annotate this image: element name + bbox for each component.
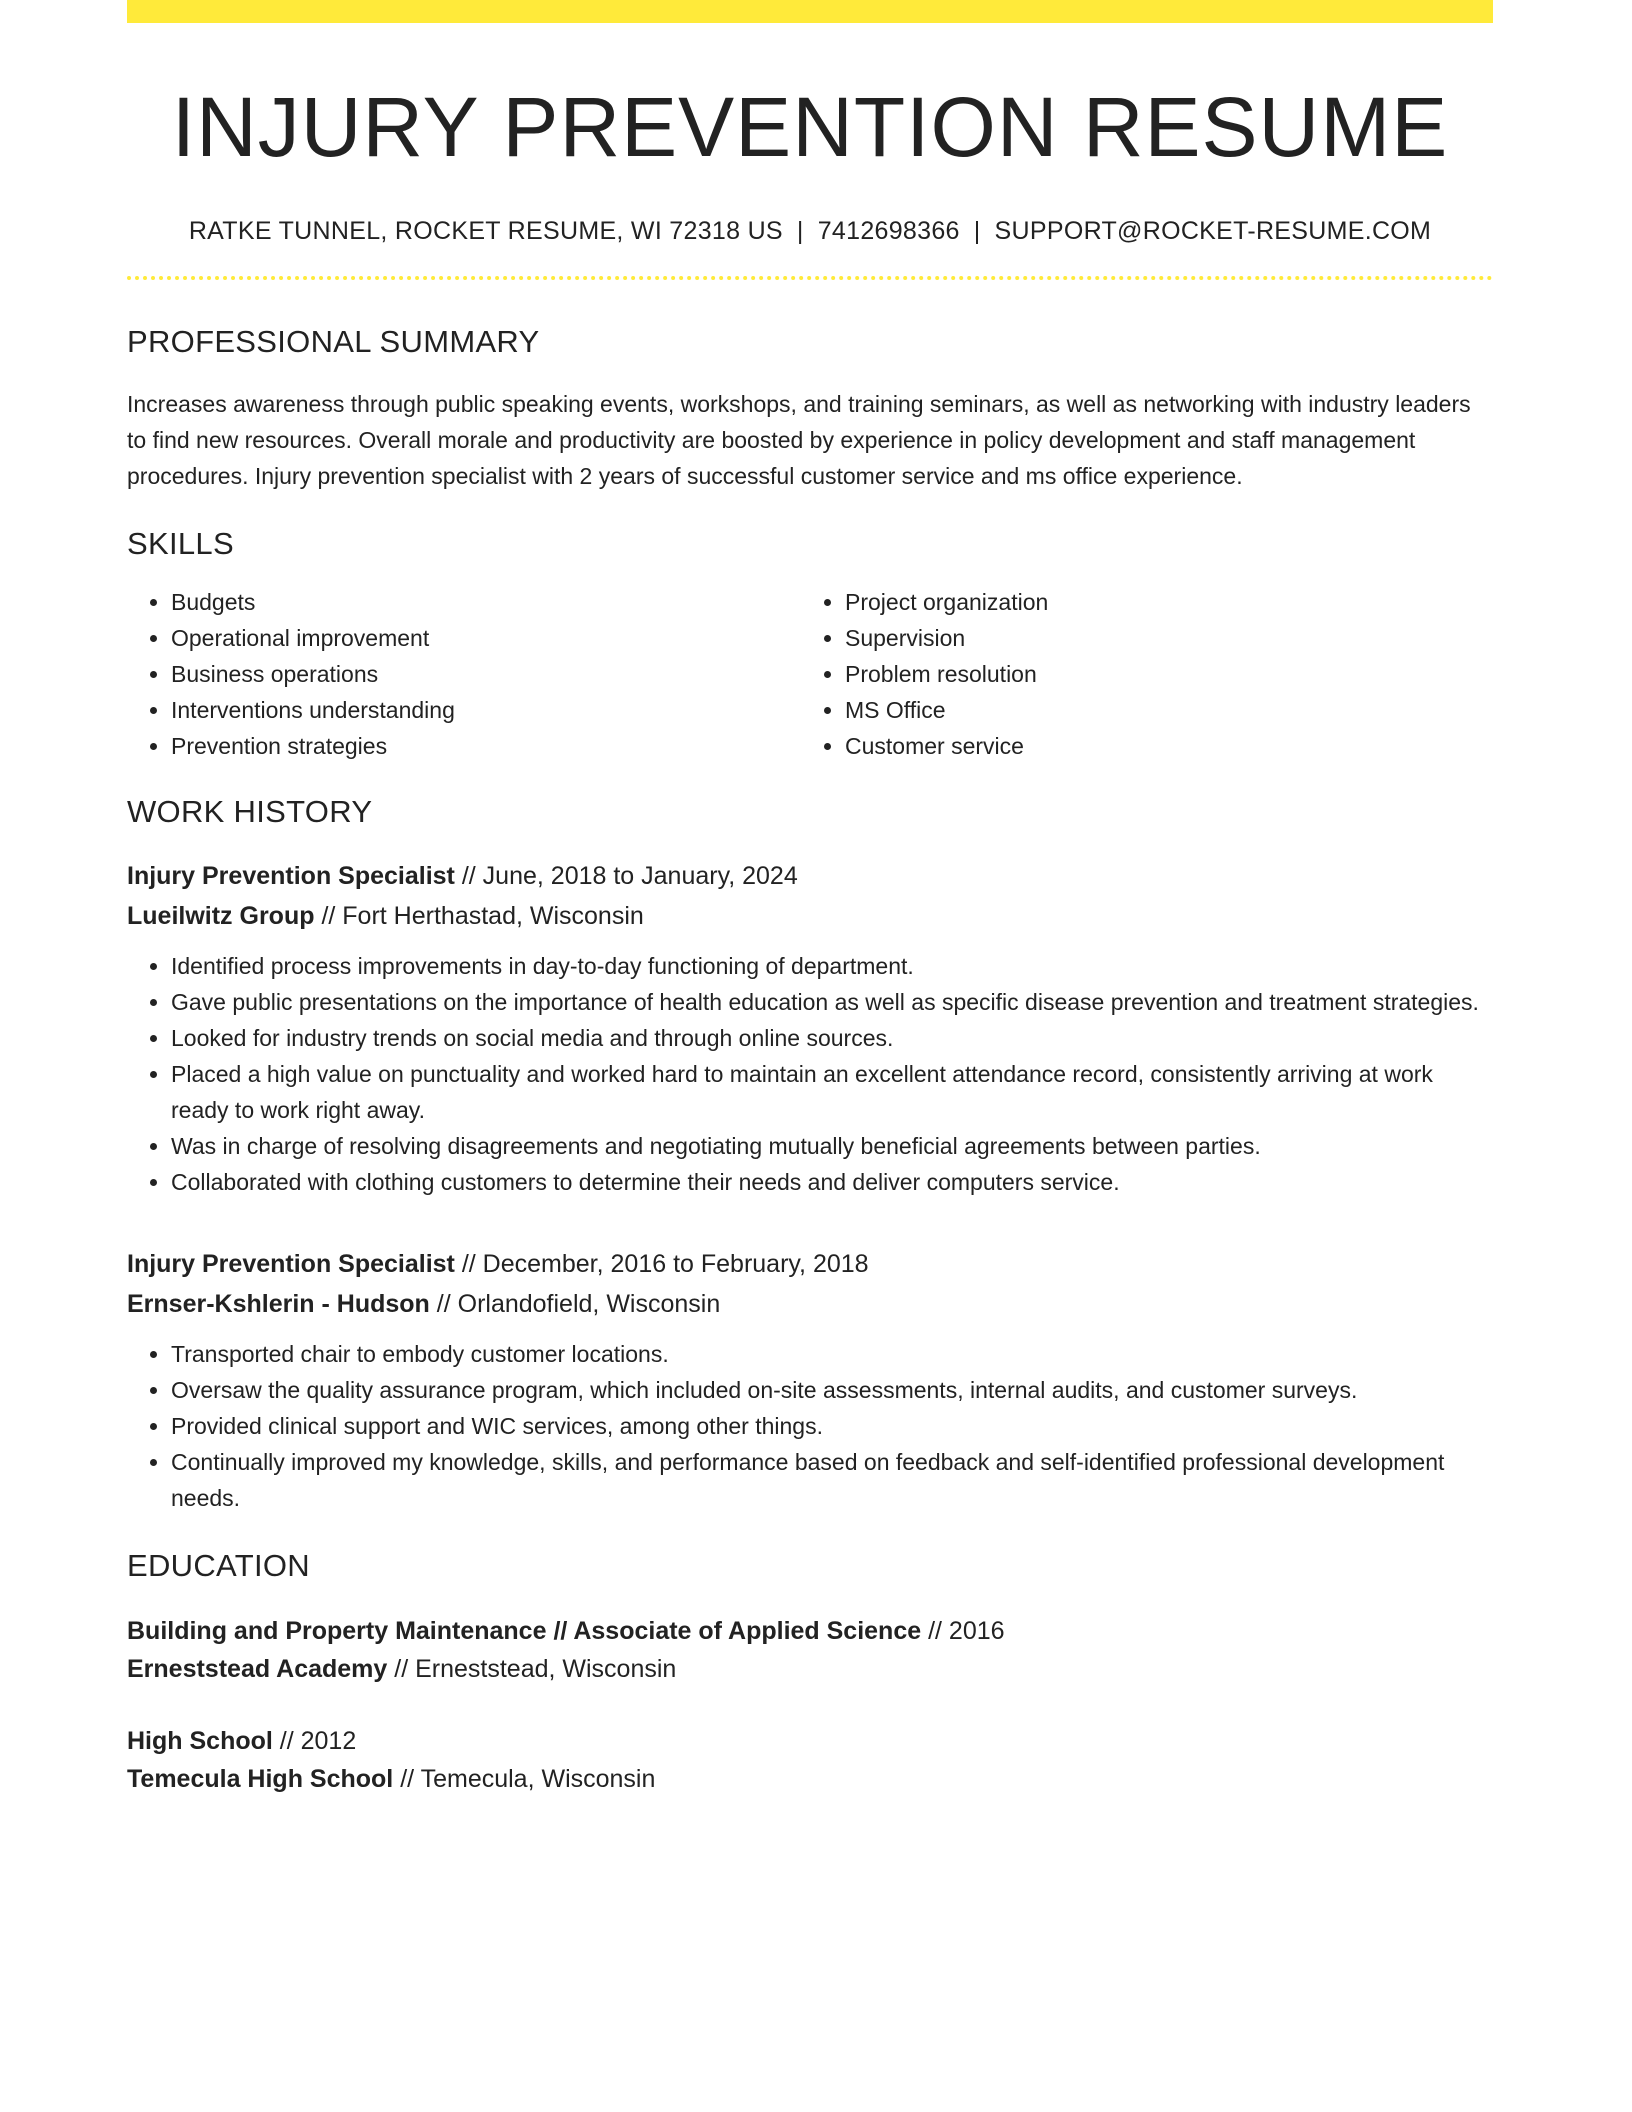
skill-item: • Budgets: [171, 584, 801, 620]
job-title-line: [127, 856, 1493, 896]
job-bullet: • Gave public presentations on the importance of health education as well as specific disease prevention and treatment strategies.: [171, 984, 1493, 1020]
contact-address: RATKE TUNNEL, ROCKET RESUME, WI 72318 US: [188, 217, 783, 246]
skill-item: • Customer service: [845, 728, 1475, 764]
skill-item: • Interventions understanding: [171, 692, 801, 728]
job-bullet: • Oversaw the quality assurance program, which included on-site assessments, internal audits, and customer surveys.: [171, 1372, 1493, 1408]
job-title-line: [127, 1244, 1493, 1284]
education-location: // Erneststead, Wisconsin: [394, 1655, 677, 1684]
contact-email: SUPPORT@ROCKET-RESUME.COM: [994, 217, 1432, 246]
job-bullet: • Continually improved my knowledge, skills, and performance based on feedback and self-identified professional development needs.: [171, 1444, 1493, 1516]
skills-grid: [127, 584, 1493, 764]
job-bullet: • Transported chair to embody customer locations.: [171, 1336, 1493, 1372]
job-entry: [127, 856, 1493, 1200]
job-location: // Orlandofield, Wisconsin: [436, 1290, 721, 1319]
summary-text: Increases awareness through public speaking events, workshops, and training seminars, as well as networking with industry leaders to find new resources. Overall morale and productivity are boosted by experience in policy development and staff management procedures. Injury prevention specialist with 2 years of successful customer service and ms office experience.: [127, 391, 1471, 490]
education-school-line: [127, 1650, 1493, 1688]
education-entry: [127, 1612, 1493, 1688]
job-company: Ernser-Kshlerin - Hudson: [127, 1290, 430, 1319]
education-heading: EDUCATION: [127, 1548, 310, 1584]
resume-title: INJURY PREVENTION RESUME: [171, 80, 1449, 174]
job-bullet-list: [127, 1336, 1493, 1516]
skills-column-right: [801, 584, 1475, 764]
skill-item: • Operational improvement: [171, 620, 801, 656]
job-bullet: • Provided clinical support and WIC services, among other things.: [171, 1408, 1493, 1444]
header-divider: [127, 276, 1493, 280]
education-school: Temecula High School: [127, 1765, 394, 1794]
education-degree-line: [127, 1612, 1493, 1650]
job-location: // Fort Herthastad, Wisconsin: [321, 902, 644, 931]
job-bullet: • Placed a high value on punctuality and worked hard to maintain an excellent attendance record, consistently arriving at work ready to work right away.: [171, 1056, 1493, 1128]
education-degree: High School: [127, 1727, 273, 1756]
contact-phone: 7412698366: [817, 217, 960, 246]
summary-heading: PROFESSIONAL SUMMARY: [127, 324, 540, 360]
education-degree: Building and Property Maintenance // Associate of Applied Science: [127, 1617, 922, 1646]
top-accent-bar: [127, 0, 1493, 23]
education-year: // 2016: [928, 1617, 1005, 1646]
job-bullet: • Was in charge of resolving disagreements and negotiating mutually beneficial agreements between parties.: [171, 1128, 1493, 1164]
job-bullet: • Looked for industry trends on social media and through online sources.: [171, 1020, 1493, 1056]
education-year: // 2012: [279, 1727, 357, 1756]
skill-item: • MS Office: [845, 692, 1475, 728]
skill-item: • Problem resolution: [845, 656, 1475, 692]
skills-column-left: [127, 584, 801, 764]
resume-page: [127, 0, 1493, 1798]
job-bullet: • Identified process improvements in day-to-day functioning of department.: [171, 948, 1493, 984]
job-company-line: [127, 896, 1493, 936]
skills-heading: SKILLS: [127, 526, 234, 562]
skill-item: • Prevention strategies: [171, 728, 801, 764]
education-school: Erneststead Academy: [127, 1655, 388, 1684]
job-company-line: [127, 1284, 1493, 1324]
skill-item: • Project organization: [845, 584, 1475, 620]
job-role: Injury Prevention Specialist: [127, 862, 455, 891]
education-location: // Temecula, Wisconsin: [400, 1765, 656, 1794]
job-dates: // June, 2018 to January, 2024: [461, 862, 798, 891]
job-entry: [127, 1244, 1493, 1516]
contact-separator: |: [973, 217, 981, 246]
education-entry: [127, 1722, 1493, 1798]
job-dates: // December, 2016 to February, 2018: [461, 1250, 869, 1279]
contact-separator: |: [796, 217, 804, 246]
work-history-heading: WORK HISTORY: [127, 794, 373, 830]
job-bullet-list: [127, 948, 1493, 1200]
skill-item: • Business operations: [171, 656, 801, 692]
education-school-line: [127, 1760, 1493, 1798]
job-bullet: • Collaborated with clothing customers to determine their needs and deliver computers service.: [171, 1164, 1493, 1200]
education-degree-line: [127, 1722, 1493, 1760]
skill-item: • Supervision: [845, 620, 1475, 656]
contact-line: [127, 217, 1493, 246]
job-role: Injury Prevention Specialist: [127, 1250, 455, 1279]
job-company: Lueilwitz Group: [127, 902, 315, 931]
